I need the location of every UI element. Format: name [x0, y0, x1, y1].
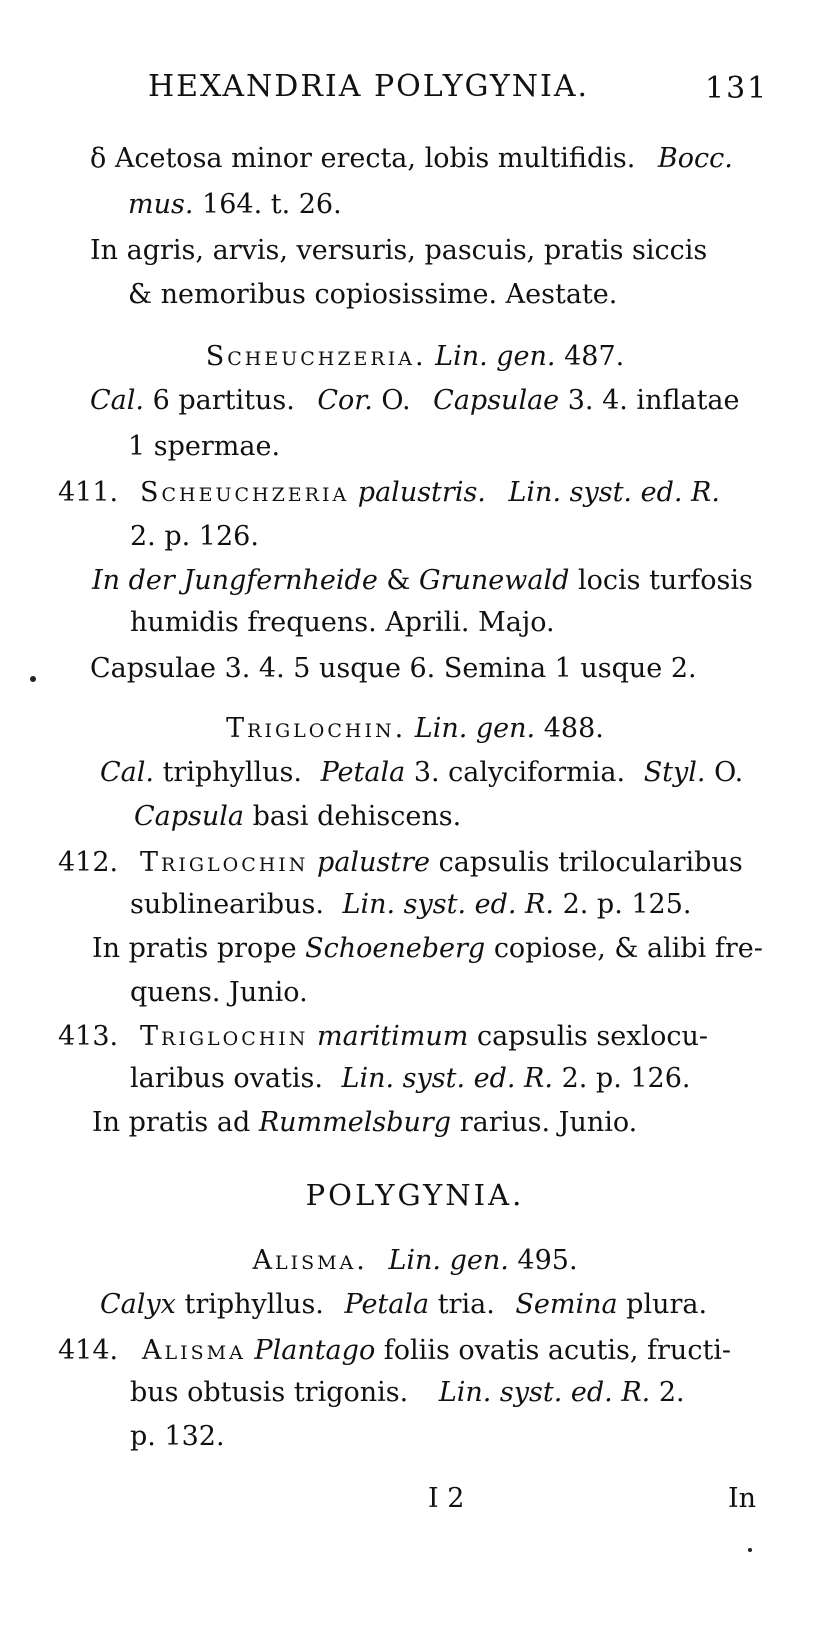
- variety-line-2: [128, 188, 342, 222]
- genus-character-line-2: 1 spermae.: [128, 431, 281, 462]
- ink-speck: [748, 1548, 752, 1552]
- entry-number: 412.: [58, 847, 119, 878]
- running-header-title: HEXANDRIA POLYGYNIA.: [148, 69, 590, 104]
- variety-description: Acetosa minor erecta, lobis multifidis.: [114, 143, 636, 174]
- entry-414-line-2: bus obtusis trigonis. Lin. syst. ed. R. 2.: [130, 1377, 685, 1408]
- variety-author: Bocc.: [657, 143, 733, 174]
- catchword: In: [728, 1483, 757, 1514]
- entry-413-line-3: In pratis ad Rummelsburg rarius. Junio.: [92, 1107, 638, 1138]
- entry-411-line-3: In der Jungfernheide & Grunewald locis turfosis: [92, 565, 753, 596]
- entry-412-line-4: quens. Junio.: [130, 977, 308, 1008]
- genus-character-line-1: Calyx triphyllus. Petala tria. Semina plura.: [100, 1289, 708, 1320]
- entry-number: 414.: [58, 1335, 119, 1366]
- entry-414-line-1: Alisma Plantago foliis ovatis acutis, fructi-: [142, 1335, 732, 1366]
- section-heading: POLYGYNIA.: [305, 1178, 525, 1212]
- entry-411-line-1: Scheuchzeria palustris. Lin. syst. ed. R.: [140, 477, 720, 508]
- delta-symbol: δ: [90, 143, 107, 174]
- genus-character-line-1: Cal. 6 partitus. Cor. O. Capsulae 3. 4. inflatae: [90, 385, 740, 416]
- entry-413-line-1: Triglochin maritimum capsulis sexlocu-: [140, 1021, 708, 1052]
- signature-mark: I 2: [428, 1483, 465, 1514]
- entry-number: 413.: [58, 1021, 119, 1052]
- page-number: 131: [705, 71, 769, 106]
- entry-412-line-1: Triglochin palustre capsulis trilocularibus: [140, 847, 743, 878]
- variety-line-1: [90, 142, 733, 176]
- genus-heading-scheuchzeria: Scheuchzeria. Lin. gen. 487.: [205, 341, 625, 372]
- variety-ref-work: mus.: [128, 189, 194, 220]
- entry-412-line-2: sublinearibus. Lin. syst. ed. R. 2. p. 125.: [130, 889, 692, 920]
- variety-ref-page: 164. t. 26.: [202, 189, 342, 220]
- genus-character-line-1: Cal. triphyllus. Petala 3. calyciformia. Styl. O.: [100, 757, 744, 788]
- entry-413-line-2: laribus ovatis. Lin. syst. ed. R. 2. p. 126.: [130, 1063, 691, 1094]
- habitat-line-1: In agris, arvis, versuris, pascuis, pratis siccis: [90, 235, 708, 266]
- habitat-line-2: & nemoribus copiosissime. Aestate.: [128, 279, 618, 310]
- entry-411-line-4: humidis frequens. Aprili. Majo.: [130, 607, 555, 638]
- entry-number: 411.: [58, 477, 119, 508]
- entry-411-line-2: 2. p. 126.: [130, 521, 259, 552]
- entry-412-line-3: In pratis prope Schoeneberg copiose, & alibi fre-: [92, 933, 763, 964]
- entry-411-line-5: Capsulae 3. 4. 5 usque 6. Semina 1 usque 2.: [90, 653, 697, 684]
- ink-speck: [30, 676, 36, 682]
- entry-414-line-3: p. 132.: [130, 1421, 225, 1452]
- genus-character-line-2: Capsula basi dehiscens.: [134, 801, 462, 832]
- genus-heading-alisma: Alisma. Lin. gen. 495.: [252, 1245, 578, 1276]
- genus-heading-triglochin: Triglochin. Lin. gen. 488.: [226, 713, 604, 744]
